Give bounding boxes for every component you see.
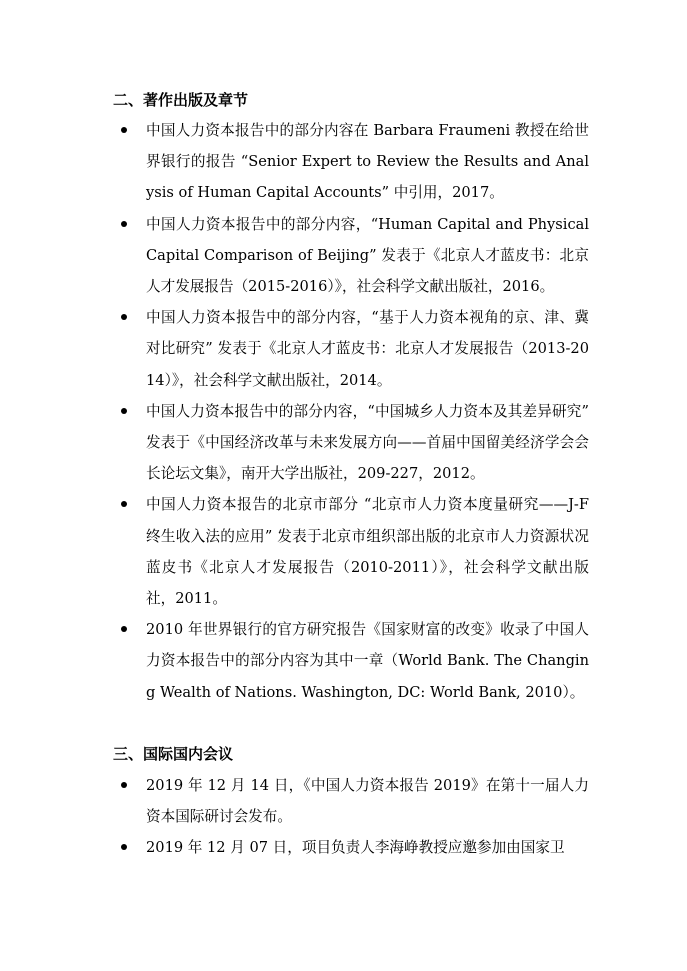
- publications-list: [0, 115, 687, 708]
- bullet-icon: [121, 221, 127, 227]
- list-item: [0, 302, 687, 396]
- list-item-text: 2010 年世界银行的官方研究报告《国家财富的改变》收录了中国人力资本报告中的部分内容为其中一章（World Bank. The Changing Wealth of Nations. Washington, DC: World Bank, 2010）。: [146, 621, 589, 701]
- list-item-text: 中国人力资本报告中的部分内容，“基于人力资本视角的京、津、冀对比研究” 发表于《北京人才蓝皮书：北京人才发展报告（2013-2014）》，社会科学文献出版社，2014。: [146, 309, 589, 389]
- list-item: [0, 770, 687, 832]
- list-item-text: 2019 年 12 月 14 日，《中国人力资本报告 2019》在第十一届人力资本国际研讨会发布。: [146, 777, 589, 826]
- list-item: [0, 832, 687, 863]
- list-item: [0, 115, 687, 209]
- list-item: [0, 209, 687, 303]
- conferences-list: [0, 770, 687, 864]
- bullet-icon: [121, 844, 127, 850]
- list-item: [0, 396, 687, 490]
- list-item: [0, 614, 687, 708]
- list-item-text: 中国人力资本报告中的部分内容，“Human Capital and Physical Capital Comparison of Beijing” 发表于《北京人才蓝皮书：北京人才发展报告（2015-2016）》，社会科学文献出版社，2016。: [146, 215, 589, 296]
- section-heading-conferences: 三、国际国内会议: [113, 745, 234, 763]
- list-item: [0, 489, 687, 614]
- list-item-text: 中国人力资本报告的北京市部分 “北京市人力资本度量研究——J-F 终生收入法的应用” 发表于北京市组织部出版的北京市人力资源状况蓝皮书《北京人才发展报告（2010-2011）》，社会科学文献出版社，2011。: [146, 496, 589, 608]
- section-heading-publications: 二、著作出版及章节: [113, 91, 249, 109]
- list-item-text: 中国人力资本报告中的部分内容在 Barbara Fraumeni 教授在给世界银行的报告 “Senior Expert to Review the Results and Analysis of Human Capital Accounts” 中引用，2017。: [146, 122, 589, 202]
- list-item-text: 中国人力资本报告中的部分内容，“中国城乡人力资本及其差异研究” 发表于《中国经济改革与未来发展方向——首届中国留美经济学会会长论坛文集》，南开大学出版社，209-227，2012。: [146, 402, 589, 483]
- bullet-icon: [121, 501, 127, 507]
- bullet-icon: [121, 782, 127, 788]
- bullet-icon: [121, 408, 127, 414]
- bullet-icon: [121, 626, 127, 632]
- list-item-text: 2019 年 12 月 07 日，项目负责人李海峥教授应邀参加由国家卫: [146, 839, 565, 857]
- bullet-icon: [121, 127, 127, 133]
- bullet-icon: [121, 314, 127, 320]
